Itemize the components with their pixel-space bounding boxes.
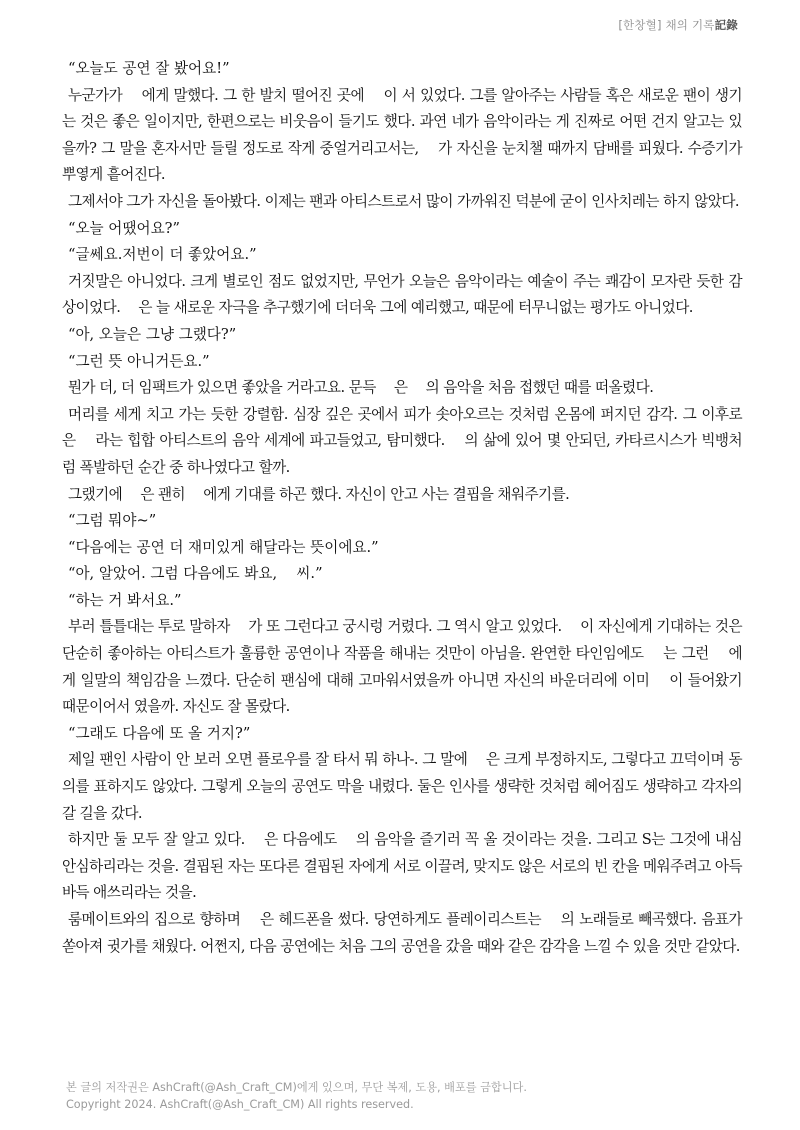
paragraph: 뭔가 더, 더 임팩트가 있으면 좋았을 거라고요. 문득 은 의 음악을 처음 접했던 때를 떠올렸다. <box>68 379 654 397</box>
paragraph: “다음에는 공연 더 재미있게 해달라는 뜻이에요.” <box>68 538 379 556</box>
paragraph: “그래도 다음에 또 올 거지?” <box>68 724 251 742</box>
paragraph: 룸메이트와의 집으로 향하며 은 헤드폰을 썼다. 당연하게도 플레이리스트는 의 노래들로 빼곡했다. 음표가 쏟아져 귓가를 채웠다. 어쩐지, 다음 공연에는 처음 그의 공연을 갔을 때와 같은 감각을 느낄 수 있을 것만 같았다. <box>62 911 747 955</box>
paragraph: “하는 거 봐서요.” <box>68 591 182 609</box>
paragraph: “아, 알았어. 그럼 다음에도 봐요, 씨.” <box>68 565 323 583</box>
paragraph: 머리를 세게 치고 가는 듯한 강렬함. 심장 깊은 곳에서 피가 솟아오르는 것처럼 온몸에 퍼지던 감각. 그 이후로 은 라는 힙합 아티스트의 음악 세계에 파고들었고, 탐미했다. 의 삶에 있어 몇 안되던, 카타르시스가 빅뱅처럼 폭발하던 순간 중 하나였다고 할까. <box>62 405 761 476</box>
header-series: [한창혈] 채의 기록 <box>618 18 715 32</box>
paragraph: 누군가가 에게 말했다. 그 한 발치 떨어진 곳에 이 서 있었다. 그를 알아주는 사람들 혹은 새로운 팬이 생기는 것은 좋은 일이지만, 한편으로는 비웃음이 들기도 했다. 과연 네가 음악이라는 게 진짜로 어떤 건지 알고는 있을까? 그 말을 혼자서만 들릴 정도로 작게 중얼거리고서는, 가 자신을 눈치챌 때까지 담배를 피웠다. 수증기가 뿌옇게 흩어진다. <box>62 86 747 184</box>
paragraph: 부러 틀틀대는 투로 말하자 가 또 그런다고 궁시렁 거렸다. 그 역시 알고 있었다. 이 자신에게 기대하는 것은 단순히 좋아하는 아티스트가 훌륭한 공연이나 작품을 해내는 것만이 아님을. 완연한 타인임에도 는 그런 에게 일말의 책임감을 느꼈다. 단순히 팬심에 대해 고마워서였을까 아니면 자신의 바운더리에 이미 이 들어왔기 때문이어서 였을까. 자신도 잘 몰랐다. <box>62 618 747 716</box>
copyright-notice-english: Copyright 2024. AshCraft(@Ash_Craft_CM) All rights reserved. <box>66 1097 414 1111</box>
paragraph: 그제서야 그가 자신을 돌아봤다. 이제는 팬과 아티스트로서 많이 가까워진 덕분에 굳이 인사치레는 하지 않았다. <box>68 192 739 210</box>
paragraph: 제일 팬인 사람이 안 보러 오면 플로우를 잘 타서 뭐 하나-. 그 말에 은 크게 부정하지도, 그렇다고 끄덕이며 동의를 표하지도 않았다. 그렇게 오늘의 공연도 막을 내렸다. 둘은 인사를 생략한 것처럼 헤어짐도 생략하고 각자의 갈 길을 갔다. <box>62 751 747 822</box>
story-body <box>62 56 761 960</box>
paragraph: “글쎄요.저번이 더 좋았어요.” <box>68 246 257 264</box>
paragraph: “오늘 어땠어요?” <box>68 219 180 237</box>
paragraph: “아, 오늘은 그냥 그랬다?” <box>68 325 237 343</box>
paragraph: 하지만 둘 모두 잘 알고 있다. 은 다음에도 의 음악을 즐기러 꼭 올 것이라는 것을. 그리고 S는 그것에 내심 안심하리라는 것을. 결핍된 자는 또다른 결핍된 자에게 서로 이끌려, 맞지도 않은 서로의 빈 칸을 메워주려고 아득바득 애쓰리라는 것을. <box>62 831 747 902</box>
paragraph: “그럼 뭐야~” <box>68 512 157 530</box>
page-header <box>618 17 738 33</box>
paragraph: 거짓말은 아니었다. 크게 별로인 점도 없었지만, 무언가 오늘은 음악이라는 예술이 주는 쾌감이 모자란 듯한 감상이었다. 은 늘 새로운 자극을 추구했기에 더더욱 그에 예리했고, 때문에 터무니없는 평가도 아니었다. <box>62 272 742 317</box>
header-title: 記錄 <box>714 18 738 32</box>
paragraph: “오늘도 공연 잘 봤어요!” <box>68 60 230 77</box>
copyright-footer <box>66 1080 527 1113</box>
paragraph: “그런 뜻 아니거든요.” <box>68 352 210 370</box>
paragraph: 그랬기에 은 괜히 에게 기대를 하곤 했다. 자신이 안고 사는 결핍을 채워주기를. <box>68 485 570 503</box>
copyright-notice-korean: 본 글의 저작권은 AshCraft(@Ash_Craft_CM)에게 있으며, 무단 복제, 도용, 배포를 금합니다. <box>66 1081 527 1094</box>
